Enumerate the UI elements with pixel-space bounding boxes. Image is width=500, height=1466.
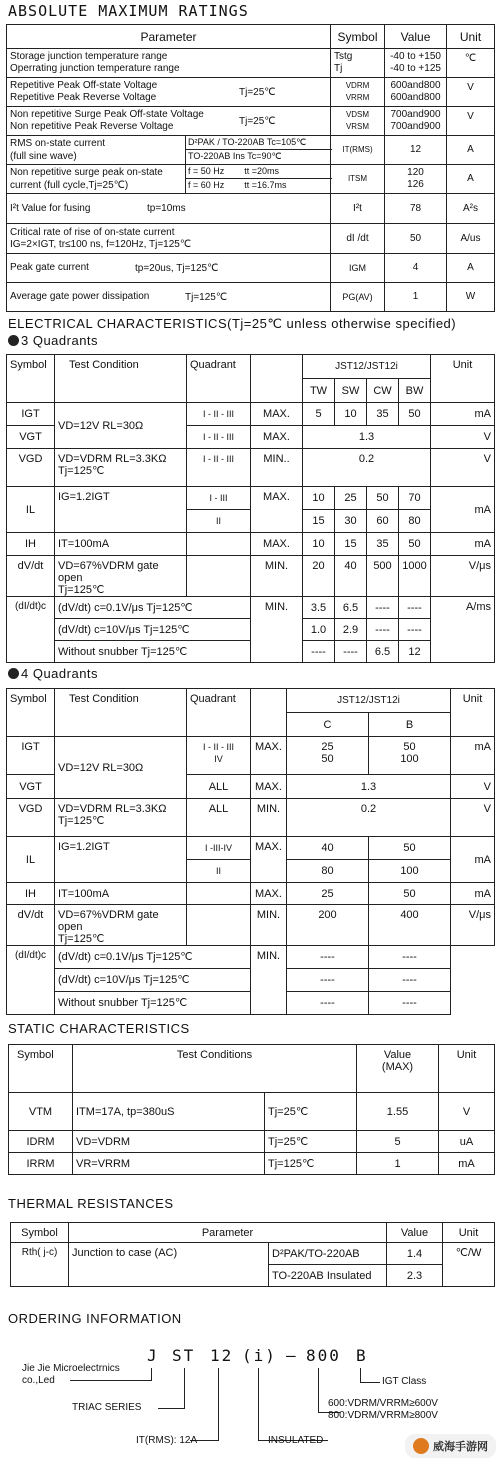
value-cell: 6.5 <box>367 641 399 663</box>
current-label: IT(RMS): 12A <box>136 1435 198 1446</box>
symbol-cell: (dI/dt)c <box>7 946 55 1015</box>
quadrant-cell: ALL <box>187 775 251 799</box>
quadrant-text: I - II - III <box>203 742 234 752</box>
package-cell: TO-220AB Insulated <box>269 1265 387 1287</box>
unit-cell: A <box>447 136 495 165</box>
value-cell: 25 <box>335 487 367 510</box>
q4-title-text: 4 Quadrants <box>21 666 99 681</box>
symbol-cell: (dI/dt)c <box>7 597 55 663</box>
ordering-title: ORDERING INFORMATION <box>8 1311 182 1326</box>
value-cell: 78 <box>385 194 447 224</box>
temperature-cell: Tj=25℃ <box>265 1093 357 1131</box>
value-cell: 2.3 <box>387 1265 443 1287</box>
param-text: Peak gate current <box>10 262 89 273</box>
condition-text: f = 50 Hz tt =20ms <box>186 165 332 179</box>
param-text: Repetitive Peak Off-state Voltage <box>10 80 158 91</box>
symbol-cell: Tstg Tj <box>331 49 385 78</box>
table-row <box>7 737 495 775</box>
value-cell: 40 <box>335 556 367 597</box>
value-cell: 50 <box>369 837 451 860</box>
table-row <box>7 107 495 136</box>
value-cell: 10 <box>335 403 367 426</box>
connector-line <box>151 1368 152 1380</box>
value-cell: 50 100 <box>369 737 451 775</box>
connector-line <box>158 1408 185 1409</box>
symbol-cell: VTM <box>9 1093 73 1131</box>
condition-text: Tj=25℃ <box>239 116 276 127</box>
value-cell: -40 to +150 -40 to +125 <box>385 49 447 78</box>
table-row <box>7 136 495 165</box>
value-cell: 35 <box>367 533 399 556</box>
insulated-label: INSULATED <box>268 1435 324 1446</box>
symbol-cell: VGT <box>7 426 55 449</box>
abs-header-symbol: Symbol <box>331 25 385 49</box>
bullet-icon <box>8 668 19 679</box>
bullet-icon <box>8 335 19 346</box>
condition-text: Tj=25℃ <box>239 87 276 98</box>
value-cell: 20 <box>303 556 335 597</box>
unit-cell: mA <box>451 883 495 905</box>
symbol-cell: IGT <box>7 403 55 426</box>
param-text: Non repetitive surge peak on-state <box>10 167 163 178</box>
value-cell: 1.0 <box>303 619 335 641</box>
code-part-brand: J <box>147 1346 159 1365</box>
unit-cell: ℃ <box>447 49 495 78</box>
header-symbol: Symbol <box>11 1223 69 1243</box>
symbol-cell: VDSM VRSM <box>331 107 385 136</box>
quadrant-cell: II <box>187 510 251 533</box>
header-parameter: Parameter <box>69 1223 387 1243</box>
unit-cell: ℃/W <box>443 1243 495 1287</box>
electrical-title: ELECTRICAL CHARACTERISTICS(Tj=25℃ unless otherwise specified) <box>8 316 457 331</box>
table-row <box>7 194 495 224</box>
unit-cell: A <box>447 254 495 283</box>
code-part-current: 12 <box>210 1346 234 1365</box>
header-value: Value <box>387 1223 443 1243</box>
quadrant-cell: I - III <box>187 487 251 510</box>
value-cell: 50 <box>385 224 447 254</box>
symbol-cell: VDRM VRRM <box>331 78 385 107</box>
value-cell: 50 <box>399 403 431 426</box>
symbol-cell: VGT <box>7 775 55 799</box>
code-part-series: ST <box>172 1346 196 1365</box>
voltage-label: 600:VDRM/VRRM≥600V 800:VDRM/VRRM≥800V <box>328 1398 438 1421</box>
package-cell: D²PAK/TO-220AB <box>269 1243 387 1265</box>
value-cell: 400 <box>369 905 451 946</box>
header-unit: Unit <box>439 1045 495 1093</box>
condition-text: VD=VDRM RL=3.3KΩ <box>58 453 167 465</box>
param-text: Non repetitive Peak Reverse Voltage <box>10 121 174 132</box>
param-text: Critical rate of rise of on-state current <box>10 226 175 238</box>
value-cell: ---- <box>367 619 399 641</box>
value-cell: 50 <box>367 487 399 510</box>
condition-cell: (dV/dt) c=10V/μs Tj=125℃ <box>55 619 251 641</box>
q3-title <box>8 333 98 348</box>
value-cell: 6.5 <box>335 597 367 619</box>
limit-cell: MIN. <box>251 946 287 1015</box>
header-symbol: Symbol <box>7 355 55 379</box>
watermark <box>405 1434 496 1458</box>
value-cell: 70 <box>399 487 431 510</box>
table-row <box>9 1153 495 1175</box>
condition-cell: Without snubber Tj=125℃ <box>55 641 251 663</box>
value-cell: 500 <box>367 556 399 597</box>
connector-line <box>360 1368 361 1382</box>
unit-cell: A²s <box>447 194 495 224</box>
value-cell: ---- <box>303 641 335 663</box>
condition-text: VD=67%VDRM gate open <box>58 909 159 933</box>
header-symbol: Symbol <box>9 1045 73 1093</box>
value-cell: 100 <box>369 860 451 883</box>
value-cell: 4 <box>385 254 447 283</box>
value-cell: 25 50 <box>287 737 369 775</box>
quadrant-cell: II <box>187 860 251 883</box>
value-cell: ---- <box>287 992 369 1015</box>
symbol-cell: VGD <box>7 449 55 487</box>
connector-line <box>318 1368 319 1412</box>
thermal-title: THERMAL RESISTANCES <box>8 1196 174 1211</box>
value-cell: 40 <box>287 837 369 860</box>
condition-text: Tj=125℃ <box>58 815 105 827</box>
limit-cell: MAX. <box>251 775 287 799</box>
unit-cell: V <box>451 799 495 837</box>
value-cell: 0.2 <box>303 449 431 487</box>
symbol-cell: IDRM <box>9 1131 73 1153</box>
temperature-cell: Tj=125℃ <box>265 1153 357 1175</box>
company-label: Jie Jie Microelectrnics co.,Led <box>22 1363 120 1386</box>
table-row <box>7 946 495 969</box>
param-text: IG=2×IGT, tr≤100 ns, f=120Hz, Tj=125℃ <box>10 238 192 250</box>
abs-header-unit: Unit <box>447 25 495 49</box>
param-text: Average gate power dissipation <box>10 291 150 302</box>
value-cell: 1.4 <box>387 1243 443 1265</box>
unit-cell: uA <box>439 1131 495 1153</box>
header-test-condition: Test Condition <box>55 689 187 713</box>
header-unit: Unit <box>431 355 495 379</box>
value-cell: 0.2 <box>287 799 451 837</box>
unit-cell: mA <box>431 533 495 556</box>
connector-line <box>218 1368 219 1440</box>
table-row <box>7 49 495 78</box>
value-cell: 1 <box>357 1153 439 1175</box>
condition-cell: IG=1.2IGT <box>55 487 187 533</box>
connector-line <box>184 1368 185 1408</box>
table-row <box>7 799 495 837</box>
quadrant-cell: I - II - III <box>187 426 251 449</box>
condition-text: Tj=125℃ <box>58 584 105 596</box>
limit-cell: MAX. <box>251 426 303 449</box>
param-text: Storage junction temperature range <box>10 51 168 62</box>
value-cell: 35 <box>367 403 399 426</box>
table-row <box>7 283 495 312</box>
unit-cell: V <box>447 107 495 136</box>
value-cell: 3.5 <box>303 597 335 619</box>
header-quadrant: Quadrant <box>187 689 251 713</box>
value-cell: 80 <box>287 860 369 883</box>
value-cell: ---- <box>399 597 431 619</box>
connector-line <box>258 1368 259 1440</box>
value-cell: 2.9 <box>335 619 367 641</box>
unit-cell: mA <box>431 403 495 426</box>
header-value: Value (MAX) <box>357 1045 439 1093</box>
code-part-dash: – <box>286 1346 298 1365</box>
table-row <box>7 487 495 510</box>
table-row <box>7 449 495 487</box>
limit-cell: MIN.. <box>251 449 303 487</box>
condition-text: D²PAK / TO-220AB Tc=105℃ <box>186 136 332 150</box>
table-row <box>7 883 495 905</box>
condition-cell: VR=VRRM <box>73 1153 265 1175</box>
header-symbol: Symbol <box>7 689 55 713</box>
table-row <box>7 224 495 254</box>
symbol-cell: PG(AV) <box>331 283 385 312</box>
code-part-insulated: (i) <box>242 1346 277 1365</box>
table-row <box>7 597 495 619</box>
symbol-cell: dV/dt <box>7 556 55 597</box>
thermal-table <box>10 1222 495 1287</box>
limit-cell: MIN. <box>251 799 287 837</box>
symbol-cell: IH <box>7 883 55 905</box>
condition-cell: (dV/dt) c=0.1V/μs Tj=125℃ <box>55 946 251 969</box>
value-cell: 15 <box>303 510 335 533</box>
value-cell: 5 <box>357 1131 439 1153</box>
value-cell: 1.3 <box>303 426 431 449</box>
table-row <box>7 403 495 426</box>
unit-cell: mA <box>431 487 495 533</box>
limit-cell: MIN. <box>251 597 303 663</box>
value-cell: ---- <box>399 619 431 641</box>
unit-cell: V <box>451 775 495 799</box>
param-text: RMS on-state current <box>10 138 106 149</box>
symbol-cell: VGD <box>7 799 55 837</box>
col-cw: CW <box>367 379 399 403</box>
value-cell: ---- <box>369 969 451 992</box>
value-cell: 120 126 <box>385 165 447 194</box>
limit-cell: MAX. <box>251 883 287 905</box>
unit-cell: A/ms <box>431 597 495 663</box>
condition-cell: Without snubber Tj=125℃ <box>55 992 251 1015</box>
value-cell: 12 <box>385 136 447 165</box>
value-cell: 50 <box>369 883 451 905</box>
condition-cell: IT=100mA <box>55 533 187 556</box>
condition-cell: VD=12V RL=30Ω <box>55 737 187 799</box>
condition-text: f = 60 Hz tt =16.7ms <box>188 180 287 190</box>
q3-title-text: 3 Quadrants <box>21 333 99 348</box>
condition-cell: IT=100mA <box>55 883 187 905</box>
param-text: current (full cycle,Tj=25℃) <box>10 180 129 191</box>
limit-cell: MAX. <box>251 533 303 556</box>
header-test-condition: Test Condition <box>55 355 187 379</box>
q4-table <box>6 688 495 1015</box>
col-b: B <box>369 713 451 737</box>
abs-max-ratings-table <box>6 24 495 312</box>
limit-cell: MIN. <box>251 905 287 946</box>
symbol-cell: IT(RMS) <box>331 136 385 165</box>
param-text: Repetitive Peak Reverse Voltage <box>10 92 157 103</box>
value-cell: ---- <box>287 969 369 992</box>
q4-title <box>8 666 98 681</box>
header-part-number: JST12/JST12i <box>287 689 451 713</box>
symbol-cell: I²t <box>331 194 385 224</box>
value-cell: 80 <box>399 510 431 533</box>
value-cell: ---- <box>369 992 451 1015</box>
parameter-cell: Junction to case (AC) <box>69 1243 269 1287</box>
unit-cell: V <box>447 78 495 107</box>
watermark-text: 威海手游网 <box>433 1441 488 1453</box>
abs-header-value: Value <box>385 25 447 49</box>
param-text: Non repetitive Surge Peak Off-state Voltage <box>10 109 204 120</box>
condition-text: VD=67%VDRM gate open <box>58 560 159 584</box>
table-row <box>7 165 495 194</box>
quadrant-cell: I - II - III <box>187 403 251 426</box>
symbol-cell: dI /dt <box>331 224 385 254</box>
table-row <box>7 905 495 946</box>
condition-cell: IG=1.2IGT <box>55 837 187 883</box>
value-cell: ---- <box>287 946 369 969</box>
symbol-cell: dV/dt <box>7 905 55 946</box>
quadrant-cell: ALL <box>187 799 251 837</box>
condition-text: tp=20us, Tj=125℃ <box>135 263 219 274</box>
table-row <box>7 78 495 107</box>
condition-cell: VD=12V RL=30Ω <box>55 403 187 449</box>
col-tw: TW <box>303 379 335 403</box>
table-row <box>7 556 495 597</box>
condition-cell: VD=VDRM <box>73 1131 265 1153</box>
condition-text: VD=VDRM RL=3.3KΩ <box>58 803 167 815</box>
table-row <box>11 1243 495 1265</box>
condition-text: Tj=125℃ <box>185 292 228 303</box>
value-cell: 25 <box>287 883 369 905</box>
table-row <box>9 1093 495 1131</box>
value-cell: 1.55 <box>357 1093 439 1131</box>
value-cell: 30 <box>335 510 367 533</box>
value-cell: 700and900 700and900 <box>385 107 447 136</box>
param-text: I²t Value for fusing <box>10 202 91 214</box>
value-cell: 15 <box>335 533 367 556</box>
value-cell: 1 <box>385 283 447 312</box>
value-cell: ---- <box>335 641 367 663</box>
value-cell: 10 <box>303 533 335 556</box>
temperature-cell: Tj=25℃ <box>265 1131 357 1153</box>
value-cell: 50 <box>399 533 431 556</box>
unit-cell: A/us <box>447 224 495 254</box>
abs-header-parameter: Parameter <box>7 25 331 49</box>
value-cell: ---- <box>367 597 399 619</box>
unit-cell: V/μs <box>431 556 495 597</box>
value-cell: 1.3 <box>287 775 451 799</box>
limit-cell: MAX. <box>251 403 303 426</box>
condition-text: Tj=125℃ <box>58 933 105 945</box>
condition-cell: ITM=17A, tp=380uS <box>73 1093 265 1131</box>
symbol-cell: ITSM <box>331 165 385 194</box>
watermark-logo-icon <box>413 1438 429 1454</box>
symbol-cell: IH <box>7 533 55 556</box>
value-cell: 600and800 600and800 <box>385 78 447 107</box>
static-table <box>8 1044 495 1175</box>
value-cell: 12 <box>399 641 431 663</box>
condition-text: Tj=125℃ <box>58 465 105 477</box>
symbol-cell: IL <box>7 487 55 533</box>
code-part-voltage: 800 <box>306 1346 341 1365</box>
table-row <box>7 533 495 556</box>
limit-cell: MAX. <box>251 837 287 883</box>
abs-title: ABSOLUTE MAXIMUM RATINGS <box>8 2 249 20</box>
col-bw: BW <box>399 379 431 403</box>
param-text: Operrating junction temperature range <box>10 63 180 74</box>
header-unit: Unit <box>443 1223 495 1243</box>
value-cell: 10 <box>303 487 335 510</box>
code-part-class: B <box>356 1346 368 1365</box>
unit-cell: V/μs <box>451 905 495 946</box>
connector-line <box>360 1382 380 1383</box>
value-cell: 5 <box>303 403 335 426</box>
symbol-cell: IGT <box>7 737 55 775</box>
header-unit: Unit <box>451 689 495 713</box>
class-label: IGT Class <box>382 1376 427 1387</box>
table-row <box>7 254 495 283</box>
quadrant-text: IV <box>214 754 223 764</box>
value-cell: ---- <box>369 946 451 969</box>
unit-cell: mA <box>451 737 495 775</box>
value-cell: 200 <box>287 905 369 946</box>
symbol-cell: IRRM <box>9 1153 73 1175</box>
value-cell: 60 <box>367 510 399 533</box>
quadrant-cell: I -III-IV <box>187 837 251 860</box>
unit-cell: W <box>447 283 495 312</box>
static-title: STATIC CHARACTERISTICS <box>8 1021 190 1036</box>
header-test-conditions: Test Conditions <box>73 1045 357 1093</box>
unit-cell: V <box>431 426 495 449</box>
condition-text: TO-220AB Ins Tc=90℃ <box>188 151 282 161</box>
q3-table <box>6 354 495 663</box>
param-text: (full sine wave) <box>10 151 77 162</box>
table-row <box>7 837 495 860</box>
quadrant-cell: I - II - III <box>187 449 251 487</box>
limit-cell: MIN. <box>251 556 303 597</box>
condition-cell: (dV/dt) c=10V/μs Tj=125℃ <box>55 969 251 992</box>
limit-cell: MAX. <box>251 737 287 775</box>
condition-text: tp=10ms <box>147 203 186 214</box>
header-part-number: JST12/JST12i <box>303 355 431 379</box>
symbol-cell: IL <box>7 837 55 883</box>
unit-cell: A <box>447 165 495 194</box>
unit-cell: mA <box>451 837 495 883</box>
symbol-cell: Rth( j-c) <box>11 1243 69 1287</box>
series-label: TRIAC SERIES <box>72 1402 142 1413</box>
condition-cell: (dV/dt) c=0.1V/μs Tj=125℃ <box>55 597 251 619</box>
col-sw: SW <box>335 379 367 403</box>
table-row <box>9 1131 495 1153</box>
limit-cell: MAX. <box>251 487 303 533</box>
col-c: C <box>287 713 369 737</box>
symbol-cell: IGM <box>331 254 385 283</box>
header-quadrant: Quadrant <box>187 355 251 379</box>
unit-cell: V <box>439 1093 495 1131</box>
value-cell: 1000 <box>399 556 431 597</box>
unit-cell: V <box>431 449 495 487</box>
unit-cell: mA <box>439 1153 495 1175</box>
